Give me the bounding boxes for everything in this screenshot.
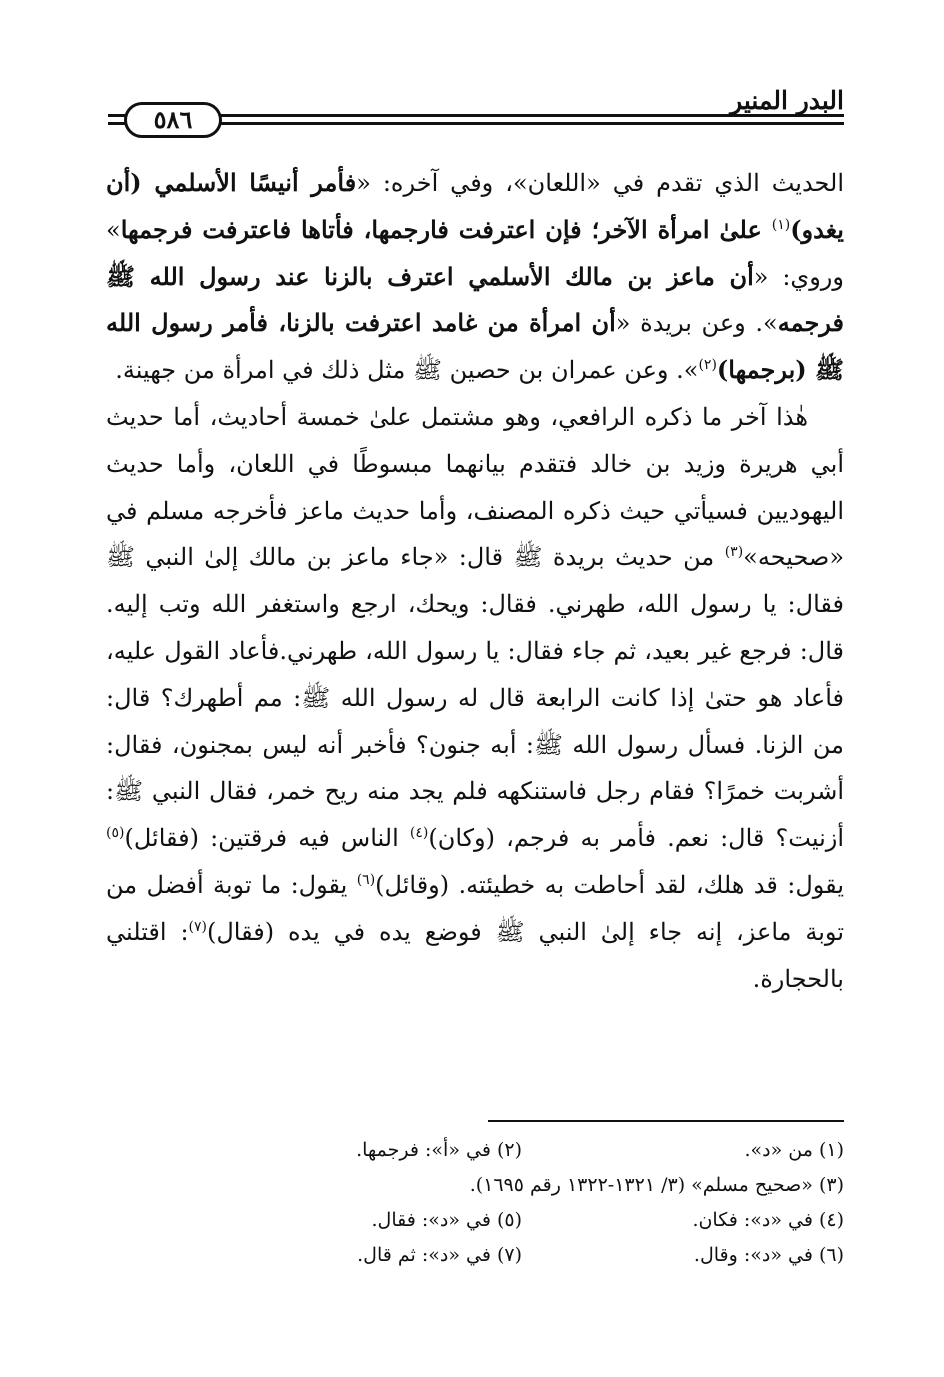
p2-text-2: من حديث بريدة ﷺ قال: «جاء ماعز بن مالك إلىٰ النبي ﷺ فقال: يا رسول الله، طهرني. فقال: ويحك، ارجع واستغفر الله وتب إليه. قال: فرجع غير بعيد، ثم جاء فقال: يا رسول الله، طهرني.فأعاد القول عليه، فأعاد هو حتىٰ إذا كانت الرابعة قال له رسول الله ﷺ: مم أطهرك؟ قال: من الزنا. فسأل رسول الله ﷺ: أبه جنون؟ فأخبر أنه ليس بمجنون، فقال: أشربت خمرًا؟ فقام رجل فاستنكهه فلم يجد منه ريح خمر، فقال النبي ﷺ: أزنيت؟ قال: نعم. فأمر به فرجم، (وكان) <box>106 543 845 853</box>
p1-text-3: ». وعن بريدة « <box>615 309 778 338</box>
footnote-ref-2: (٢) <box>698 357 717 374</box>
footnote-ref-7: (٧) <box>188 918 207 935</box>
footnote-2: (٢) في «أ»: فرجمها. <box>356 1139 522 1161</box>
footnote-ref-3: (٣) <box>724 544 744 561</box>
footnote-row-4 <box>200 1238 844 1273</box>
p2-text-4: يقول: قد هلك، لقد أحاطت به خطيئته. (وقائل) <box>375 870 845 899</box>
p1-quote-3: أن ماعز بن مالك الأسلمي اعترف بالزنا عند رسول الله ﷺ فرجمه <box>106 261 845 338</box>
footnote-row-1 <box>200 1133 844 1168</box>
footnote-7: (٧) في «د»: ثم قال. <box>357 1244 522 1266</box>
paragraph-1 <box>106 160 844 394</box>
main-text <box>106 160 844 1002</box>
p1-quote-4: أن امرأة من غامد اعترفت بالزنا، فأمر رسول الله ﷺ (برجمها) <box>106 308 844 385</box>
footnote-ref-4: (٤) <box>409 825 429 842</box>
page-number: ٥٨٦ <box>124 102 222 138</box>
page-header <box>108 84 844 144</box>
p1-text-4: ». وعن عمران بن حصين ﷺ مثل ذلك في امرأة من جهينة. <box>115 356 699 385</box>
footnote-row-2 <box>200 1168 844 1203</box>
footnote-1: (١) من «د». <box>744 1139 844 1161</box>
footnote-4: (٤) في «د»: فكان. <box>692 1209 844 1231</box>
p1-quote-1: فأمر أنيسًا الأسلمي (أن يغدو) <box>106 168 844 244</box>
footnote-3: (٣) «صحيح مسلم» (٣/ ١٣٢١-١٣٢٢ رقم ١٦٩٥). <box>469 1174 844 1196</box>
p2-text-3: الناس فيه فرقتين: (فقائل) <box>124 824 410 853</box>
running-title: البدر المنير <box>730 86 844 115</box>
p1-quote-2: علىٰ امرأة الآخر؛ فإن اعترفت فارجمها، فأتاها فاعترفت فرجمها <box>120 214 772 244</box>
p2-text-1: هٰذا آخر ما ذكره الرافعي، وهو مشتمل علىٰ خمسة أحاديث، أما حديث أبي هريرة وزيد بن خالد فتقدم بيانهما مبسوطًا في اللعان، وأما حديث اليهوديين فسيأتي حيث ذكره المصنف، وأما حديث ماعز فأخرجه مسلم في «صحيحه» <box>106 402 845 572</box>
footnote-ref-6: (٦) <box>356 871 376 888</box>
p1-text-2: » وروي: « <box>106 215 844 291</box>
footnote-row-3 <box>200 1203 844 1238</box>
paragraph-2 <box>106 394 844 1002</box>
footnote-separator <box>488 1120 844 1122</box>
footnote-ref-5: (٥) <box>106 825 125 842</box>
footnote-6: (٦) في «د»: وقال. <box>693 1244 844 1266</box>
p2-text-5: يقول: ما توبة أفضل من توبة ماعز، إنه جاء إلىٰ النبي ﷺ فوضع يده في يده (فقال) <box>106 870 844 946</box>
footnote-5: (٥) في «د»: فقال. <box>371 1209 522 1231</box>
p1-text-1: الحديث الذي تقدم في «اللعان»، وفي آخره: « <box>356 169 845 197</box>
footnote-ref-1: (١) <box>771 216 791 233</box>
footnotes <box>200 1133 844 1273</box>
p2-text-6: : اقتلني بالحجارة. <box>106 917 844 993</box>
